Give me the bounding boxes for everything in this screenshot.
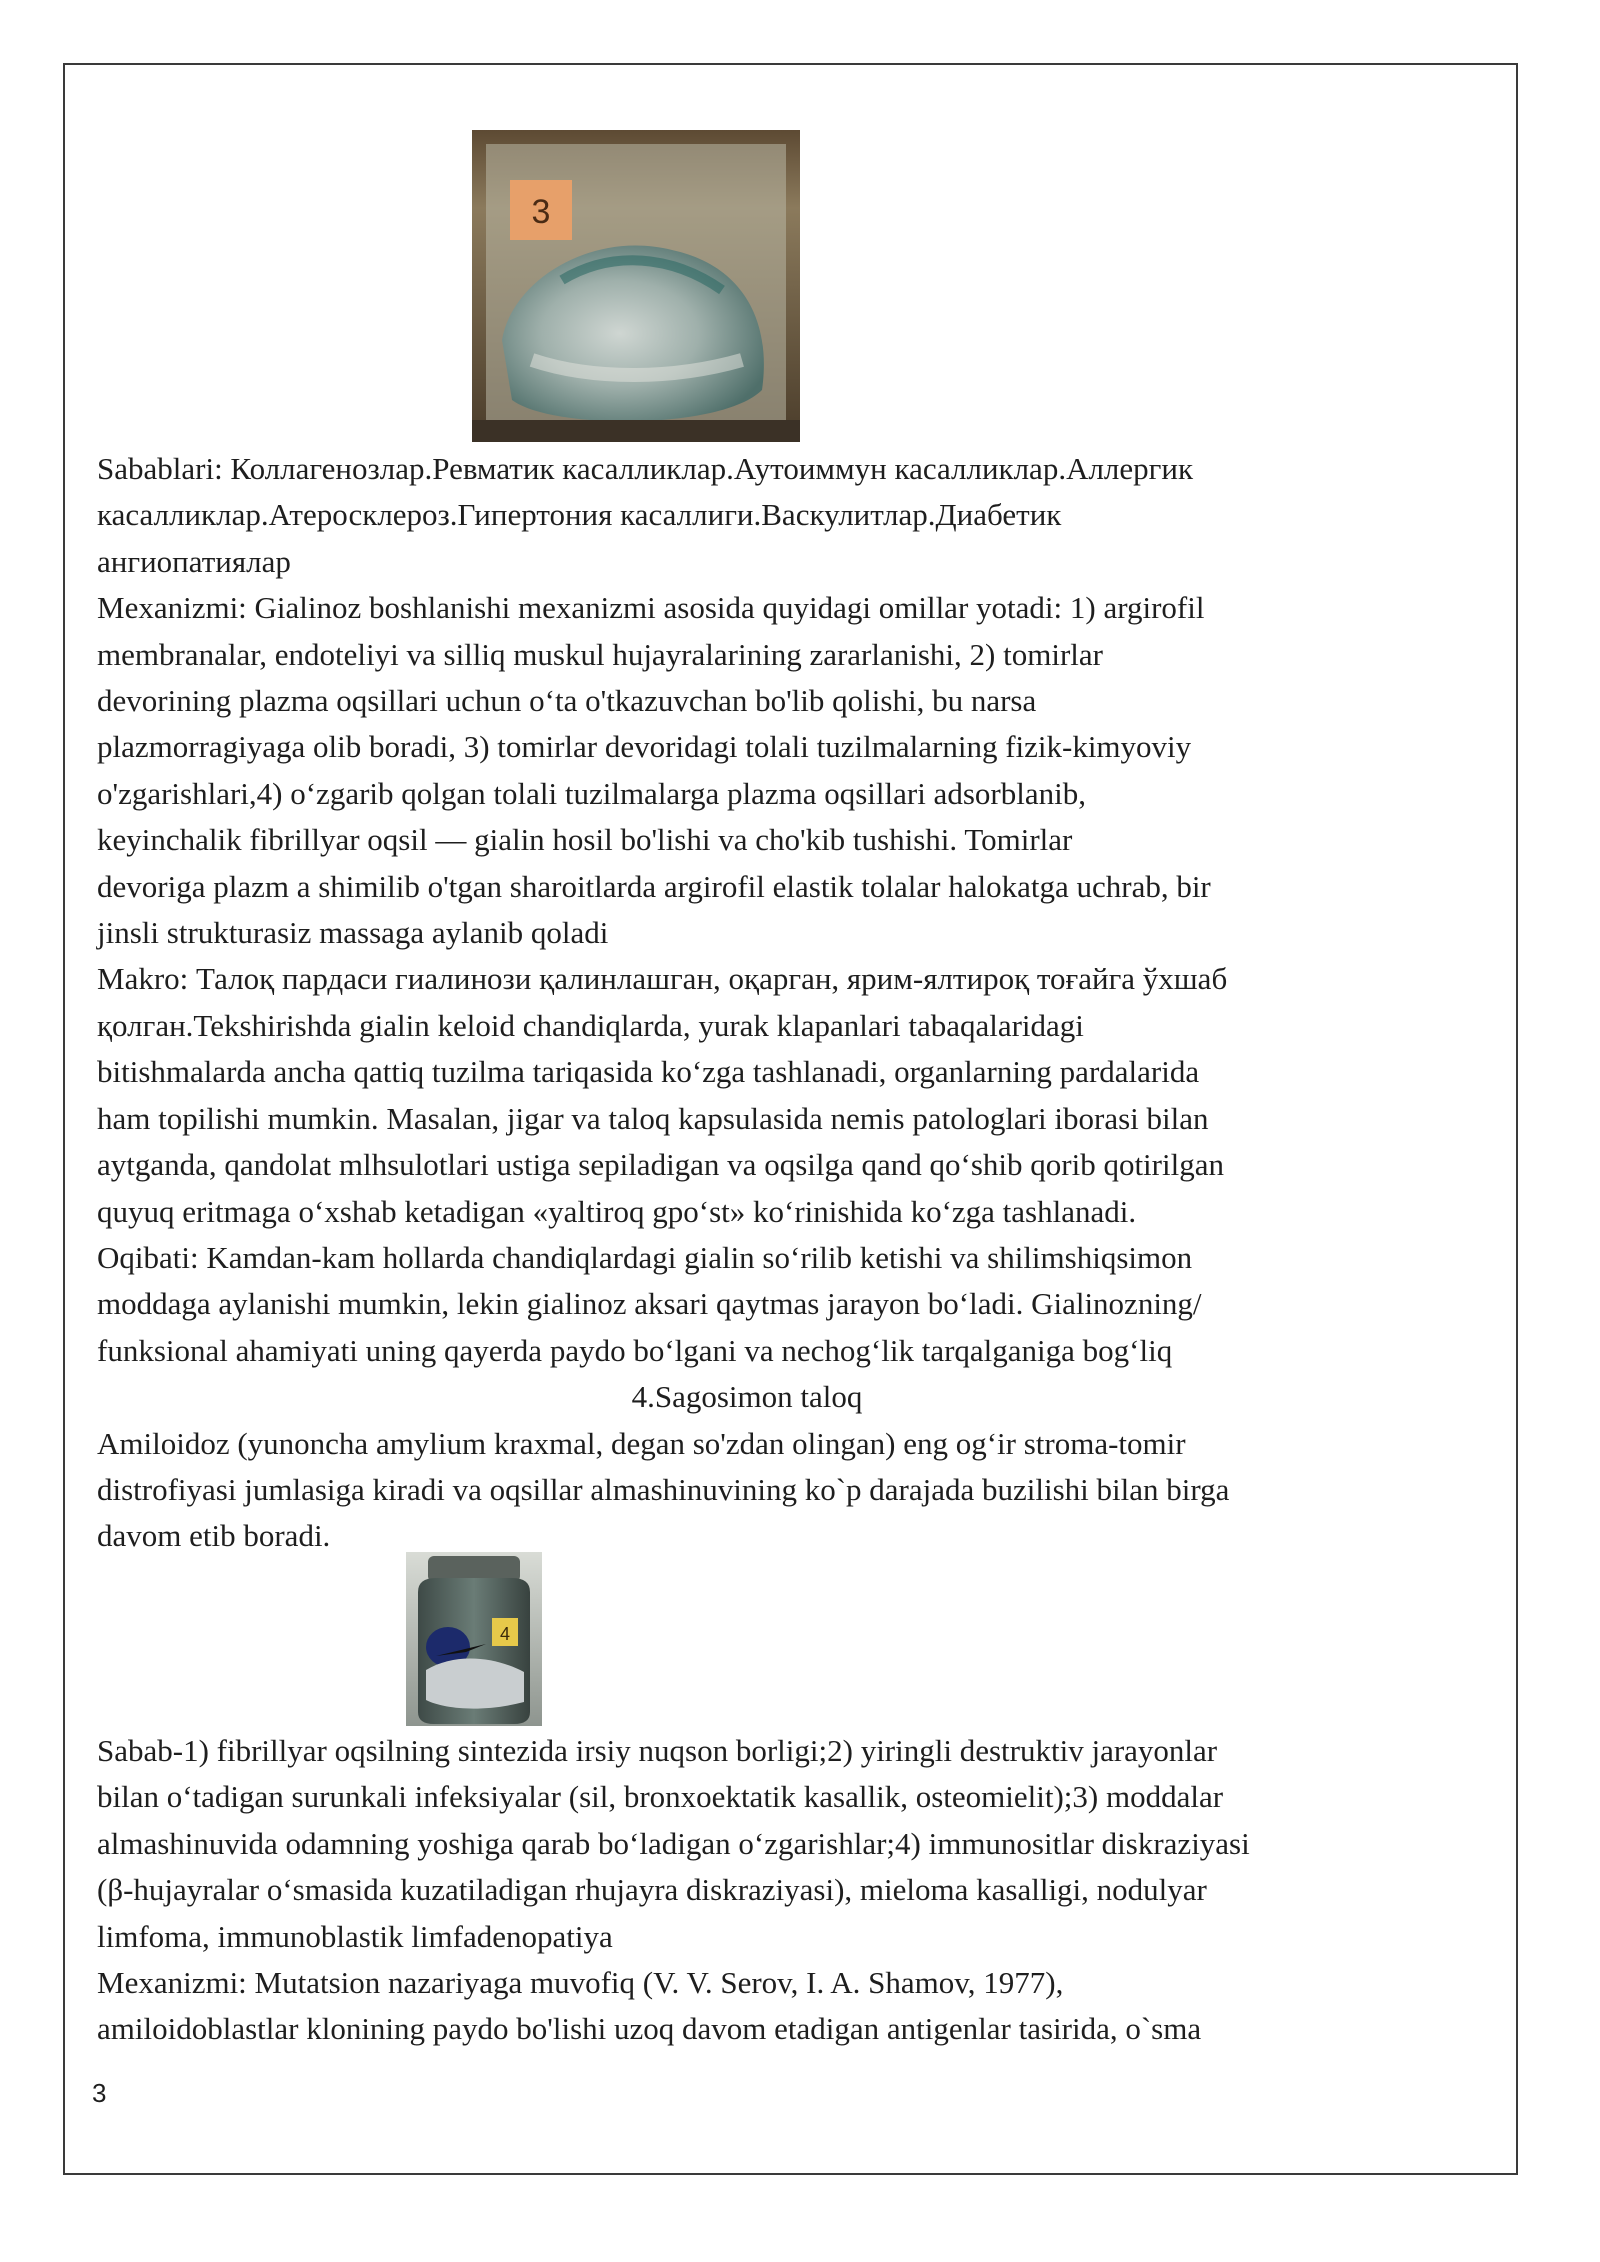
specimen-jar-3-image xyxy=(472,130,800,442)
text-line: ангиопатиялар xyxy=(97,543,291,579)
text-line: Oqibati: Kamdan-kam hollarda chandiqlardagi gialin soʻrilib ketishi va shilimshiqsimon xyxy=(97,1239,1193,1275)
text-line: Mexanizmi: Gialinoz boshlanishi mexanizmi asosida quyidagi omillar yotadi: 1) argirofil xyxy=(97,590,1205,626)
page-number: 3 xyxy=(92,2078,107,2108)
text-line: (β-hujayralar oʻsmasida kuzatiladigan rhujayra diskraziyasi), mieloma kasalligi, nodulyar xyxy=(97,1872,1207,1908)
text-line: almashinuvida odamning yoshiga qarab boʻladigan oʻzgarishlar;4) immunositlar diskraziyasi xyxy=(97,1825,1250,1861)
text-line: қолган.Tekshirishda gialin keloid chandiqlarda, yurak klapanlari tabaqalaridagi xyxy=(97,1007,1084,1043)
specimen-label-4: 4 xyxy=(499,1624,511,1644)
text-line: bilan oʻtadigan surunkali infeksiyalar (sil, bronxoektatik kasallik, osteomielit);3) moddalar xyxy=(97,1779,1224,1815)
text-line: funksional ahamiyati uning qayerda paydo boʻlgani va nechogʻlik tarqalganiga bogʻliq xyxy=(97,1332,1173,1368)
text-line: Amiloidoz (yunoncha amylium kraxmal, degan so'zdan olingan) eng ogʻir stroma-tomir xyxy=(97,1425,1186,1461)
amyloid-causes-paragraph xyxy=(97,1728,1497,2053)
specimen-photo-4 xyxy=(406,1552,542,1726)
text-line: Makro: Талоқ пардаси гиалинози қалинлашган, оқарган, ярим-ялтироқ тоғайга ўхшаб xyxy=(97,961,1228,997)
text-line: jinsli strukturasiz massaga aylanib qoladi xyxy=(97,915,609,951)
causes-paragraph xyxy=(97,446,1497,1560)
text-line: distrofiyasi jumlasiga kiradi va oqsillar almashinuvining ko`p darajada buzilishi bilan birga xyxy=(97,1471,1230,1507)
text-line: Sabablari: Коллагенозлар.Ревматик касалликлар.Аутоиммун касалликлар.Аллергик xyxy=(97,451,1194,486)
text-line: Sabab-1) fibrillyar oqsilning sintezida irsiy nuqson borligi;2) yiringli destruktiv jarayonlar xyxy=(97,1733,1218,1768)
text-line: davom etib boradi. xyxy=(97,1518,331,1554)
section-heading: 4.Sagosimon taloq xyxy=(631,1379,863,1415)
text-line: ham topilishi mumkin. Masalan, jigar va taloq kapsulasida nemis patologlari iborasi bilan xyxy=(97,1100,1209,1136)
specimen-jar-4-image xyxy=(406,1552,542,1726)
text-line: quyuq eritmaga oʻxshab ketadigan «yaltiroq gpoʻst» koʻrinishida koʻzga tashlanadi. xyxy=(97,1193,1137,1229)
text-line: membranalar, endoteliyi va silliq muskul hujayralarining zararlanishi, 2) tomirlar xyxy=(97,636,1103,672)
text-line: касалликлар.Атеросклероз.Гипертония касаллиги.Васкулитлар.Диабетик xyxy=(97,497,1062,533)
text-line: devorining plazma oqsillari uchun o‘ta o'tkazuvchan bo'lib qolishi, bu narsa xyxy=(97,683,1037,719)
text-line: keyinchalik fibrillyar oqsil — gialin hosil bo'lishi va cho'kib tushishi. Tomirlar xyxy=(97,822,1073,858)
text-line: o'zgarishlari,4) o‘zgarib qolgan tolali tuzilmalarga plazma oqsillari adsorblanib, xyxy=(97,775,1086,811)
specimen-photo-3 xyxy=(472,130,800,442)
text-line: moddaga aylanishi mumkin, lekin gialinoz aksari qaytmas jarayon boʻladi. Gialinozning/ xyxy=(97,1286,1202,1322)
text-line: bitishmalarda ancha qattiq tuzilma tariqasida koʻzga tashlanadi, organlarning pardalarida xyxy=(97,1054,1200,1090)
text-line: aytganda, qandolat mlhsulotlari ustiga sepiladigan va oqsilga qand qoʻshib qorib qotirilgan xyxy=(97,1147,1224,1183)
text-line: plazmorragiyaga olib boradi, 3) tomirlar devoridagi tolali tuzilmalarning fizik-kimyoviy xyxy=(97,729,1192,765)
text-line: limfoma, immunoblastik limfadenopatiya xyxy=(97,1918,613,1954)
text-line: devoriga plazm a shimilib o'tgan sharoitlarda argirofil elastik tolalar halokatga uchrab, bir xyxy=(97,868,1211,904)
specimen-label-3: 3 xyxy=(531,193,551,231)
text-line: amiloidoblastlar klonining paydo bo'lishi uzoq davom etadigan antigenlar tasirida, o`sma xyxy=(97,2011,1202,2047)
text-line: Mexanizmi: Mutatsion nazariyaga muvofiq (V. V. Serov, I. A. Shamov, 1977), xyxy=(97,1965,1064,2001)
